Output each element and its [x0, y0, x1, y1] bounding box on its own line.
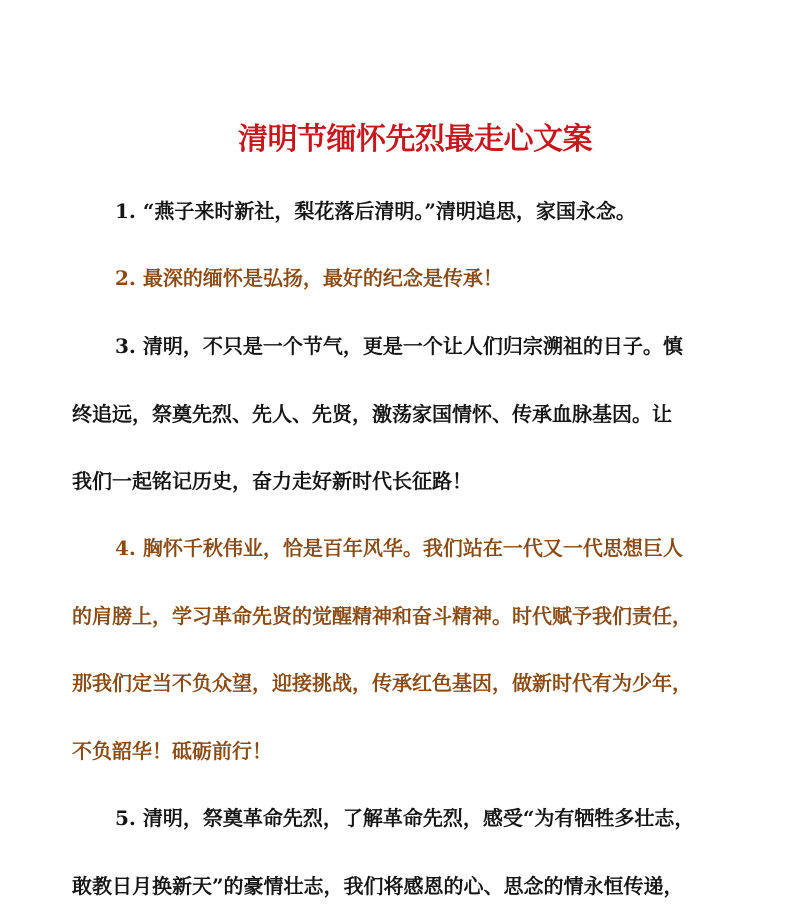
paragraph-3	[72, 313, 732, 516]
paragraph-3-line-3: 我们一起铭记历史，奋力走好新时代长征路！	[72, 448, 732, 516]
paragraph-4-line-2: 的肩膀上，学习革命先贤的觉醒精神和奋斗精神。时代赋予我们责任，	[72, 583, 732, 651]
paragraph-2-line-1: 2. 最深的缅怀是弘扬，最好的纪念是传承！	[72, 245, 732, 313]
paragraph-1-line-1: 1. “燕子来时新社，梨花落后清明。”清明追思，家国永念。	[72, 178, 732, 246]
paragraph-4	[72, 515, 732, 785]
paragraph-4-line-4: 不负韶华！砥砺前行！	[72, 718, 732, 786]
paragraph-2	[72, 245, 732, 313]
paragraph-5-line-2: 敢教日月换新天”的豪情壮志，我们将感恩的心、思念的情永恒传递，	[72, 853, 732, 920]
paragraph-1	[72, 178, 732, 246]
paragraph-3-line-2: 终追远，祭奠先烈、先人、先贤，激荡家国情怀、传承血脉基因。让	[72, 381, 732, 449]
paragraph-4-line-1: 4. 胸怀千秋伟业，恰是百年风华。我们站在一代又一代思想巨人	[72, 515, 732, 583]
paragraph-5	[72, 785, 732, 920]
paragraph-5-line-1: 5. 清明，祭奠革命先烈，了解革命先烈，感受“为有牺牲多壮志，	[72, 785, 732, 853]
paragraph-3-line-1: 3. 清明，不只是一个节气，更是一个让人们归宗溯祖的日子。慎	[72, 313, 732, 381]
paragraph-4-line-3: 那我们定当不负众望，迎接挑战，传承红色基因，做新时代有为少年，	[72, 650, 732, 718]
document-title: 清明节缅怀先烈最走心文案	[0, 118, 800, 162]
